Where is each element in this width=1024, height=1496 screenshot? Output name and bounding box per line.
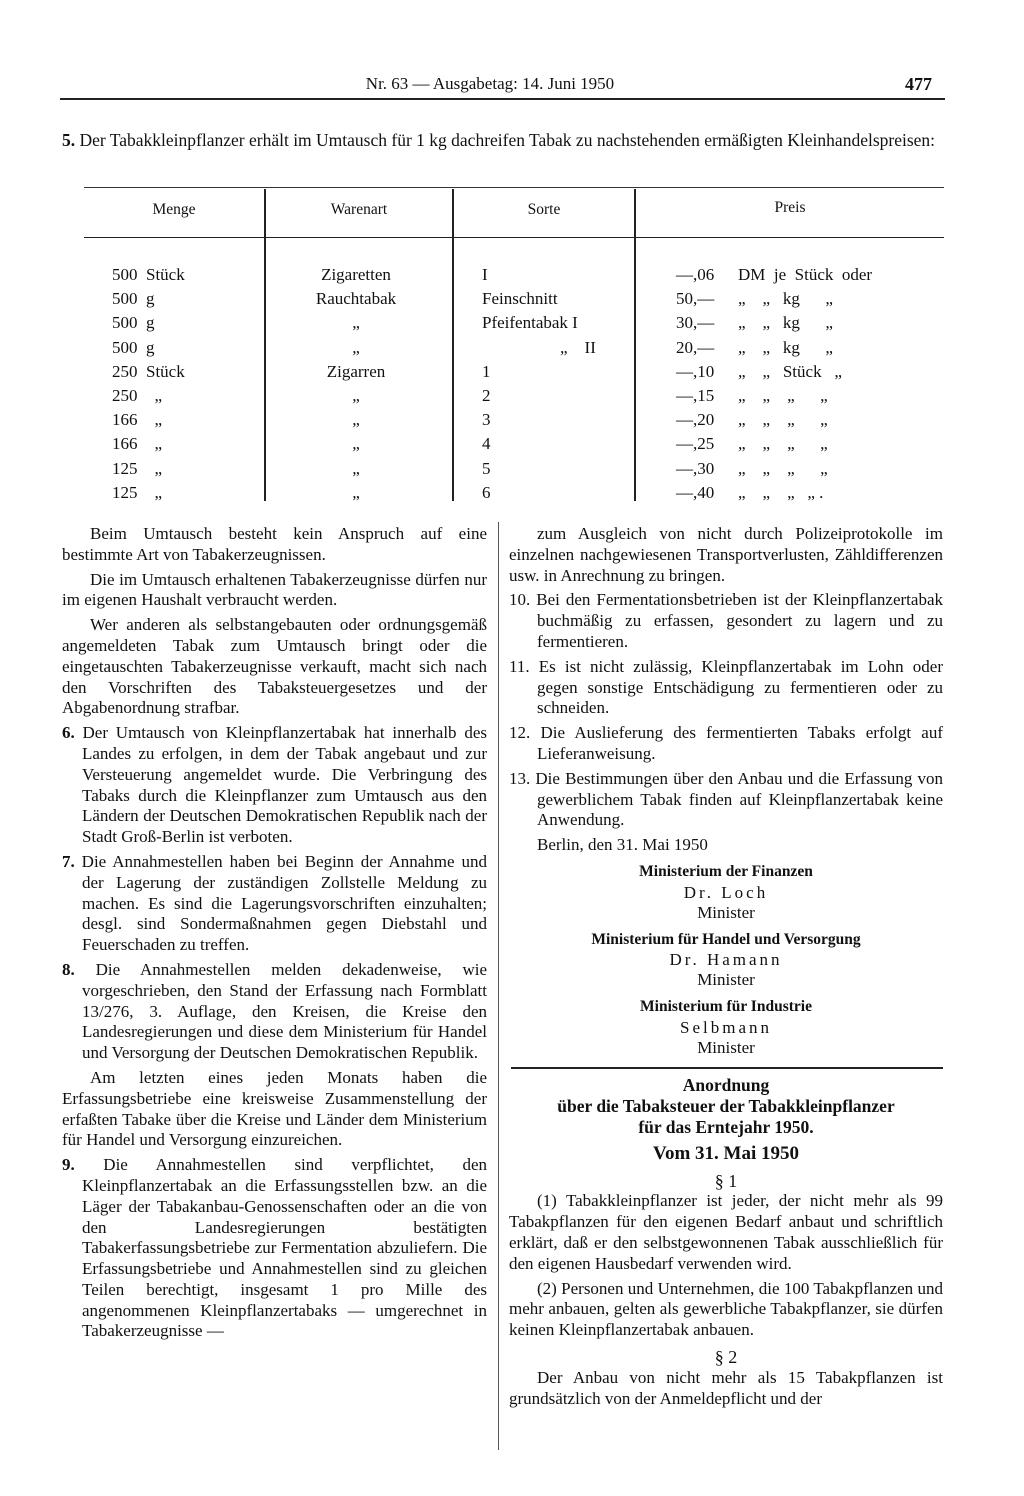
table-row <box>676 432 944 456</box>
table-cell: „ <box>352 337 360 357</box>
table-cell: I <box>482 265 488 284</box>
price-unit: „ „ „ „ <box>738 385 828 405</box>
signature-role: Minister <box>697 970 755 990</box>
table-header-preis: Preis <box>774 199 806 216</box>
signature-name: Dr. Loch <box>683 882 769 902</box>
table-cell: Rauchtabak <box>315 289 397 309</box>
item-5 <box>62 130 944 151</box>
table-cell: 5 <box>482 458 491 478</box>
paragraph: Beim Umtausch besteht kein Anspruch auf eine bestimmte Art von Tabakerzeugnissen. <box>62 524 487 564</box>
item-6 <box>62 723 487 848</box>
ordinance-date: Vom 31. Mai 1950 <box>652 1142 800 1164</box>
item-number: 11. <box>509 656 530 676</box>
table-row <box>676 481 944 505</box>
table-row <box>676 336 944 360</box>
table-row <box>676 408 944 432</box>
price-value: —,25 <box>676 434 715 454</box>
paragraph: Am letzten eines jeden Monats haben die Erfassungsbetriebe eine kreisweise Zusammenstellung der erfaßten Tabake über die Kreise und Länder dem Ministerium für Handel und Versorgung einzureichen. <box>62 1067 487 1150</box>
left-column <box>62 524 487 1342</box>
price-unit: „ „ kg „ <box>738 289 833 309</box>
signature-role: Minister <box>697 1037 755 1057</box>
item-text: Die Auslieferung des fermentierten Tabaks erfolgt auf Lieferanweisung. <box>537 723 944 763</box>
signature-name: Selbmann <box>680 1017 772 1037</box>
item-number: 8. <box>62 959 75 979</box>
table-cell: 500 Stück <box>112 265 185 284</box>
table-header-sorte: Sorte <box>527 201 561 218</box>
table-row <box>676 287 944 311</box>
right-column <box>509 524 943 1409</box>
header-rule <box>60 98 945 100</box>
item-number: 5. <box>62 130 76 150</box>
item-8 <box>62 960 487 1064</box>
table-row <box>676 384 944 408</box>
table-column-divider <box>264 189 266 501</box>
signing-date: Berlin, den 31. Mai 1950 <box>537 835 708 855</box>
item-9 <box>62 1155 487 1342</box>
column-sorte <box>482 263 632 505</box>
item-text: Die Annahmestellen sind verpflichtet, den Kleinpflanzertabak an die Erfassungsstellen bzw. an die Läger der Tabakanbau-Genossenschaften oder an die von den Landesregierungen bestätigten Tabakerfassungsbetriebe zur Fermentation abzuliefern. Die Erfassungsbetriebe und Annahmestellen sind zu gleichen Teilen berechtigt, insgesamt 1 pro Mille des angenommenen Kleinpflanzertabaks — umgerechnet in Tabakerzeugnisse — <box>82 1155 488 1341</box>
table-cell: Feinschnitt <box>482 289 558 309</box>
table-cell: 500 g <box>112 337 155 357</box>
signature-org: Ministerium für Handel und Versorgung <box>591 930 861 948</box>
ordinance-title: Anordnung <box>682 1074 770 1095</box>
table-cell: 2 <box>482 385 491 405</box>
table-cell: „ <box>352 385 360 405</box>
item-7 <box>62 852 487 956</box>
item-number: 6. <box>62 723 75 743</box>
item-text: Bei den Fermentationsbetrieben ist der Kleinpflanzertabak buchmäßig zu erfassen, gesondert zu lagern und zu fermentieren. <box>536 590 943 651</box>
paragraph: (2) Personen und Unternehmen, die 100 Tabakpflanzen und mehr anbauen, gelten als gewerbliche Tabakpflanzer, sie dürfen keinen Kleinpflanzertabak anbauen. <box>509 1278 943 1340</box>
table-cell: „ <box>352 313 360 333</box>
table-cell: 1 <box>482 361 491 381</box>
paragraph: (1) Tabakkleinpflanzer ist jeder, der nicht mehr als 99 Tabakpflanzen für den eigenen Bedarf anbaut und schriftlich erklärt, daß er den selbstgewonnenen Tabak ausschließlich für den eigenen Hausbedarf verwenden wird. <box>509 1191 943 1273</box>
table-cell: Zigaretten <box>321 265 391 284</box>
paragraph: Der Anbau von nicht mehr als 15 Tabakpflanzen ist grundsätzlich von der Anmeldepflicht und der <box>509 1367 943 1408</box>
table-top-rule <box>84 187 944 188</box>
signature-name: Dr. Hamann <box>669 950 783 970</box>
table-cell: 166 „ <box>112 410 163 430</box>
signature-role: Minister <box>697 902 755 922</box>
price-unit: „ „ kg „ <box>738 337 833 357</box>
price-value: —,15 <box>676 385 715 405</box>
issue-header: Nr. 63 — Ausgabetag: 14. Juni 1950 <box>365 74 615 93</box>
table-cell: „ <box>352 434 360 454</box>
table-header-rule <box>84 237 944 238</box>
table-cell: 3 <box>482 410 491 430</box>
item-number: 10. <box>509 590 531 610</box>
column-menge <box>112 263 262 505</box>
table-column-divider <box>452 189 454 501</box>
table-cell: 125 „ <box>112 458 163 478</box>
table-cell: 6 <box>482 482 491 502</box>
paragraph: Wer anderen als selbstangebauten oder ordnungsgemäß angemeldeten Tabak zum Umtausch bringt oder die eingetauschten Tabakerzeugnisse verkauft, macht sich nach den Vorschriften des Tabaksteuergesetzes und der Abgabenordnung strafbar. <box>62 615 487 718</box>
table-cell: „ <box>352 482 360 502</box>
section-heading: § 2 <box>714 1346 738 1367</box>
price-value: —,20 <box>676 410 715 430</box>
item-number: 13. <box>509 768 531 788</box>
page-number: 477 <box>905 74 932 94</box>
table-cell: Pfeifentabak I <box>482 313 578 333</box>
price-unit: „ „ „ „ . <box>738 482 824 502</box>
table-cell: „ <box>352 458 360 478</box>
price-value: —,30 <box>676 458 715 478</box>
item-10 <box>509 590 943 652</box>
table-cell: 250 „ <box>112 385 163 405</box>
table-column-divider <box>634 189 636 501</box>
item-12 <box>509 723 943 765</box>
section-rule <box>511 1067 943 1069</box>
table-row <box>676 457 944 481</box>
item-text: Die Bestimmungen über den Anbau und die Erfassung von gewerblichem Tabak finden auf Kleinpflanzertabak keine Anwendung. <box>535 768 944 830</box>
price-unit: „ „ „ „ <box>738 410 828 430</box>
table-header-menge: Menge <box>152 201 196 218</box>
item-number: 7. <box>62 851 75 871</box>
ordinance-subtitle: für das Erntejahr 1950. <box>638 1116 814 1137</box>
table-row <box>676 360 944 384</box>
paragraph: Die im Umtausch erhaltenen Tabakerzeugnisse dürfen nur im eigenen Haushalt verbraucht werden. <box>62 569 487 610</box>
column-warenart <box>276 263 436 505</box>
item-text: Die Annahmestellen melden dekadenweise, wie vorgeschrieben, den Stand der Erfassung nach Formblatt 13/276, 3. Auflage, den Kreisen, die Kreise den Landesregierungen und diese dem Ministerium für Handel und Versorgung der Deutschen Demokratischen Republik. <box>82 959 488 1063</box>
table-header-warenart: Warenart <box>330 201 388 218</box>
table-cell: 166 „ <box>112 434 163 454</box>
table-row <box>676 311 944 335</box>
price-value: —,10 <box>676 361 715 381</box>
table-cell: Zigarren <box>326 361 386 381</box>
price-value: —,06 <box>676 265 715 284</box>
price-unit: „ „ „ „ <box>738 458 828 478</box>
item-text: Der Tabakkleinpflanzer erhält im Umtausch für 1 kg dachreifen Tabak zu nachstehenden ermäßigten Kleinhandelspreisen: <box>79 130 936 150</box>
paragraph: zum Ausgleich von nicht durch Polizeiprotokolle im einzelnen nachgewiesenen Transportverlusten, Zähldifferenzen usw. in Anrechnung zu bringen. <box>509 524 943 585</box>
table-cell: 125 „ <box>112 482 163 502</box>
price-value: 30,— <box>676 313 715 333</box>
ordinance-subtitle: über die Tabaksteuer der Tabakkleinpflanzer <box>557 1095 895 1116</box>
price-value: 20,— <box>676 337 715 357</box>
table-cell: 4 <box>482 434 491 454</box>
price-unit: „ „ „ „ <box>738 434 828 454</box>
table-cell: „ <box>352 410 360 430</box>
item-11 <box>509 657 943 719</box>
table-row <box>676 263 944 287</box>
price-value: —,40 <box>676 482 715 502</box>
item-number: 9. <box>62 1155 75 1175</box>
column-divider <box>498 522 499 1450</box>
signature-org: Ministerium der Finanzen <box>639 862 813 880</box>
item-text: Die Annahmestellen haben bei Beginn der Annahme und der Lagerung der zuständigen Zollstelle Meldung zu machen. Es sind die Lagerungsvorschriften einzuhalten; desgl. sind Sondermaßnahmen gegen Diebstahl und Feuerschaden zu treffen. <box>81 851 487 955</box>
column-preis <box>676 263 944 505</box>
item-13 <box>509 769 943 831</box>
table-cell: 500 g <box>112 313 155 333</box>
item-text: Der Umtausch von Kleinpflanzertabak hat innerhalb des Landes zu erfolgen, in dem der Tabak angebaut und zur Versteuerung angemeldet wurde. Die Verbringung des Tabaks durch die Kleinpflanzer zum Umtausch aus den Ländern der Deutschen Demokratischen Republik nach der Stadt Groß-Berlin ist verboten. <box>82 723 487 847</box>
signature-org: Ministerium für Industrie <box>640 998 812 1016</box>
price-unit: „ „ kg „ <box>738 313 833 333</box>
table-cell: 500 g <box>112 289 155 309</box>
section-heading: § 1 <box>714 1170 738 1191</box>
price-unit: DM je Stück oder <box>738 265 873 284</box>
item-text: Es ist nicht zulässig, Kleinpflanzertabak im Lohn oder gegen sonstige Entschädigung zu fermentieren oder zu schneiden. <box>537 656 943 718</box>
table-cell: „ II <box>560 337 596 357</box>
item-number: 12. <box>509 723 531 743</box>
table-cell: 250 Stück <box>112 361 185 381</box>
price-unit: „ „ Stück „ <box>738 361 842 381</box>
price-value: 50,— <box>676 289 715 309</box>
